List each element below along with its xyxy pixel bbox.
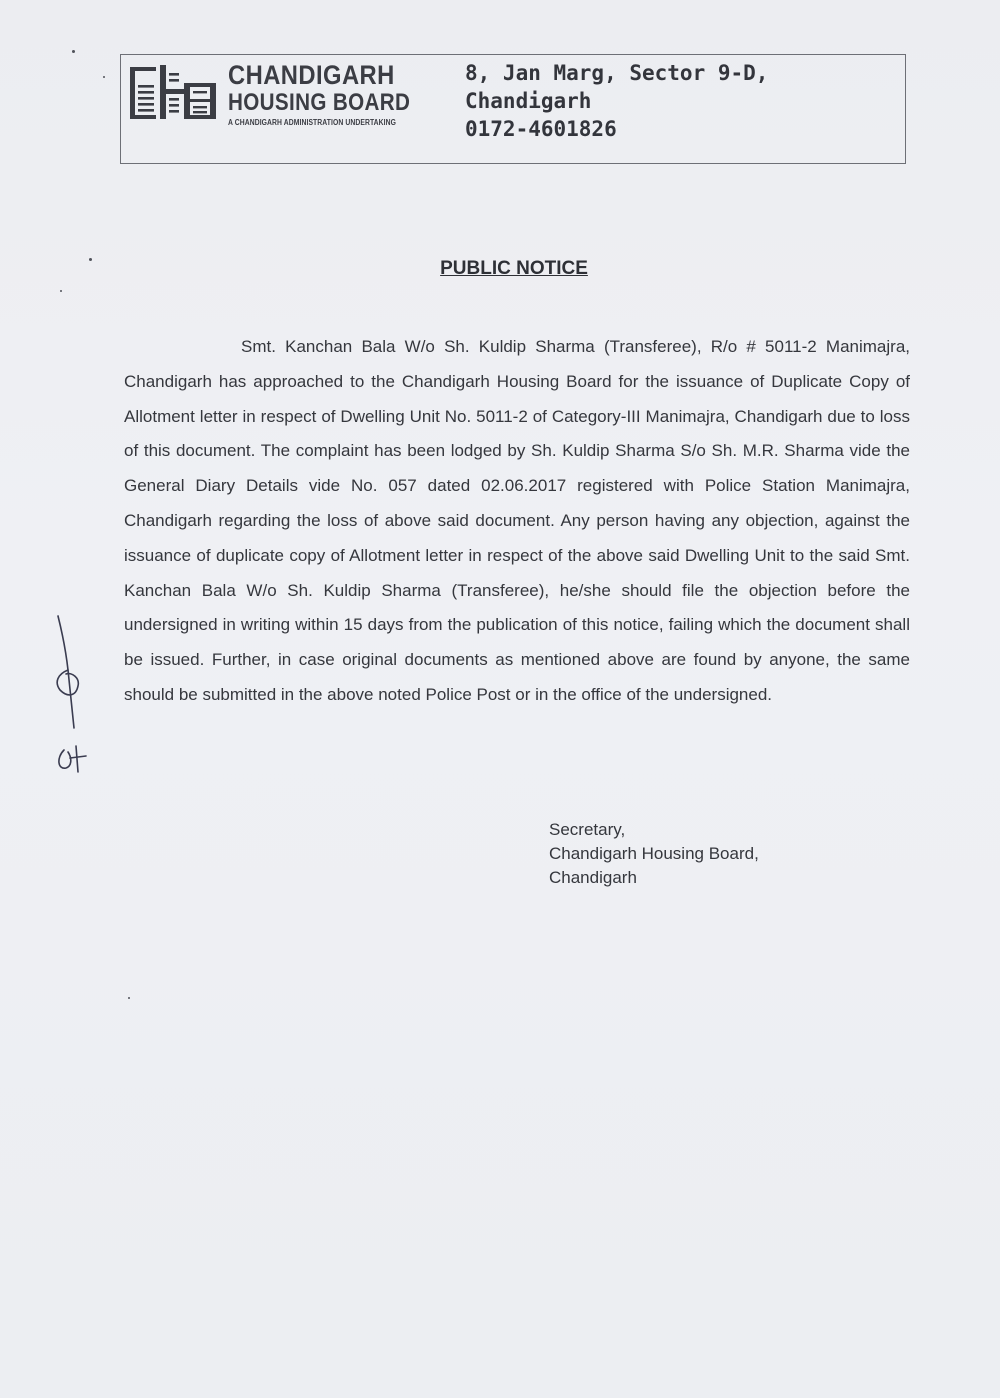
org-name-line2: HOUSING BOARD xyxy=(228,89,411,116)
signature-block xyxy=(549,818,759,890)
phone-number: 0172-4601826 xyxy=(465,117,617,141)
scan-speck xyxy=(60,290,62,292)
scan-speck xyxy=(89,258,92,261)
org-address xyxy=(465,59,768,143)
letterhead xyxy=(120,54,906,164)
scan-speck xyxy=(128,997,130,999)
notice-title: PUBLIC NOTICE xyxy=(440,258,588,279)
address-line1: 8, Jan Marg, Sector 9-D, xyxy=(465,61,769,85)
address-line2: Chandigarh xyxy=(465,89,592,113)
scan-speck xyxy=(103,76,105,78)
signatory-city: Chandigarh xyxy=(549,868,637,887)
handwritten-initials-icon xyxy=(46,612,106,792)
notice-body: Smt. Kanchan Bala W/o Sh. Kuldip Sharma (Transferee), R/o # 5011-2 Manimajra, Chandigarh has approached to the Chandigarh Housing Board for the issuance of Duplicate Copy of Allotment letter in respect of Dwelling Unit No. 5011-2 of Category-III Manimajra, Chandigarh due to loss of this document. The complaint has been lodged by Sh. Kuldip Sharma S/o Sh. M.R. Sharma vide the General Diary Details vide No. 057 dated 02.06.2017 registered with Police Station Manimajra, Chandigarh regarding the loss of above said document. Any person having any objection, against the issuance of duplicate copy of Allotment letter in respect of the above said Dwelling Unit to the said Smt. Kanchan Bala W/o Sh. Kuldip Sharma (Transferee), he/she should file the objection before the undersigned in writing within 15 days from the publication of this notice, failing which the document shall be issued. Further, in case original documents as mentioned above are found by anyone, the same should be submitted in the above noted Police Post or in the office of the undersigned. xyxy=(124,337,910,704)
signatory-title: Secretary, xyxy=(549,820,626,839)
scan-speck xyxy=(72,50,75,53)
chb-logo-icon xyxy=(130,65,218,123)
org-tagline: A CHANDIGARH ADMINISTRATION UNDERTAKING xyxy=(228,118,397,127)
org-name-line1: CHANDIGARH xyxy=(228,60,395,90)
signatory-organization: Chandigarh Housing Board, xyxy=(549,844,759,863)
org-name xyxy=(228,61,448,128)
